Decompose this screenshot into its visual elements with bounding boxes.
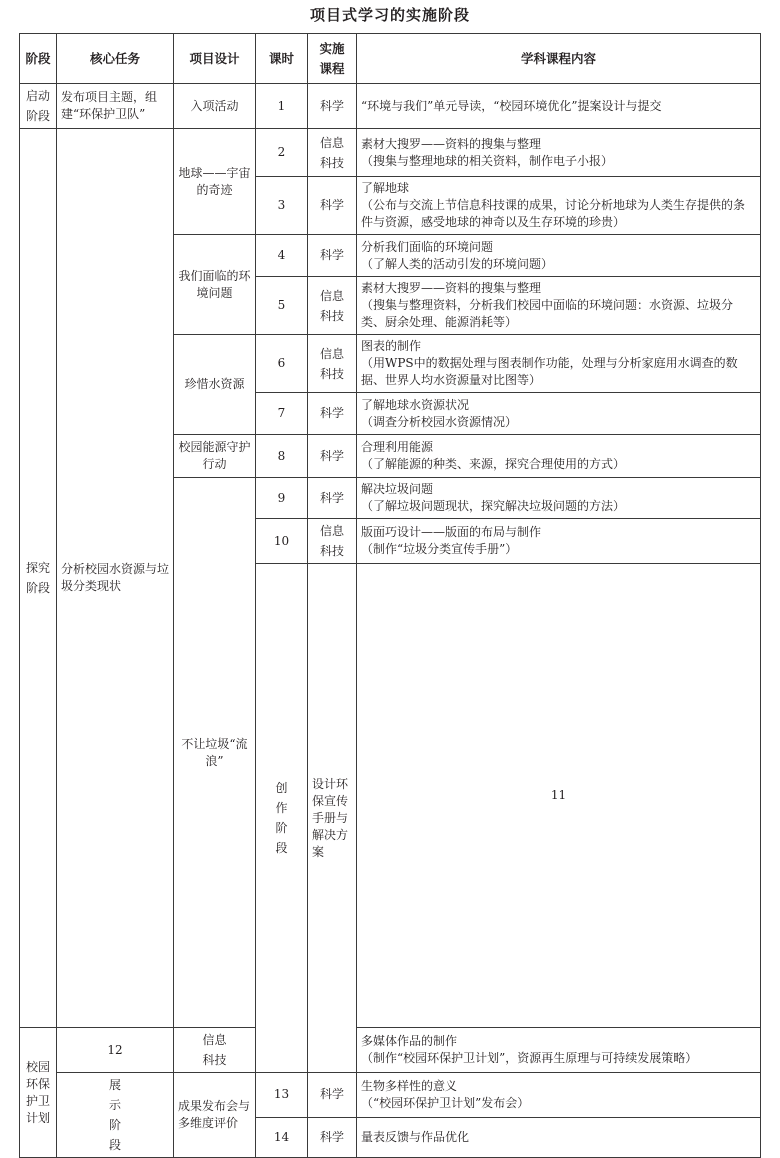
- period-cell: 2: [256, 129, 308, 177]
- period-cell: 5: [256, 277, 308, 335]
- stage-cell: 展示阶段: [57, 1073, 174, 1158]
- period-cell: 11: [357, 564, 761, 1028]
- content-detail: （搜集与整理地球的相关资料，制作电子小报）: [361, 153, 614, 168]
- header-design: 项目设计: [174, 34, 256, 84]
- page-title: 项目式学习的实施阶段: [309, 6, 470, 24]
- header-content: 学科课程内容: [357, 34, 761, 84]
- design-cell: 校园能源守护行动: [174, 435, 256, 478]
- course-cell: 信息科技: [308, 519, 357, 564]
- period-cell: 6: [256, 335, 308, 393]
- course-cell: 科学: [308, 393, 357, 435]
- course-cell: 信息科技: [308, 277, 357, 335]
- content-title: 素材大搜罗——资料的搜集与整理: [361, 281, 542, 295]
- content-cell: [357, 519, 761, 564]
- header-period: 课时: [256, 34, 308, 84]
- table-row: [20, 129, 761, 177]
- stages-table: [19, 33, 761, 1158]
- content-title: “环境与我们”单元导读，“校园环境优化”提案设计与提交: [361, 98, 662, 113]
- header-task: 核心任务: [57, 34, 174, 84]
- content-detail: （公布与交流上节信息科技课的成果，讨论分析地球为人类生存提供的条件与资源，感受地球的神奇以及生存环境的珍贵）: [361, 198, 746, 229]
- table-row: [20, 84, 761, 129]
- content-title: 量表反馈与作品优化: [361, 1129, 470, 1144]
- content-title: 素材大搜罗——资料的搜集与整理: [361, 136, 542, 151]
- design-cell: 入项活动: [174, 84, 256, 129]
- content-cell: [357, 129, 761, 177]
- content-detail: （了解垃圾问题现状，探究解决垃圾问题的方法）: [361, 499, 626, 513]
- course-cell: 科学: [308, 478, 357, 519]
- course-cell: 科学: [308, 435, 357, 478]
- content-cell: [357, 1028, 761, 1073]
- course-cell: 科学: [308, 84, 357, 129]
- period-cell: 4: [256, 235, 308, 277]
- table-row: [20, 1028, 761, 1073]
- course-cell: 信息科技: [174, 1028, 256, 1073]
- content-detail: （“校园环保护卫计划”发布会）: [361, 1095, 530, 1110]
- stage-cell: 启动阶段: [20, 84, 57, 129]
- course-cell: 科学: [308, 177, 357, 235]
- course-cell: 科学: [308, 235, 357, 277]
- task-cell: 设计环保宣传手册与解决方案: [308, 564, 357, 1073]
- content-title: 生物多样性的意义: [361, 1078, 458, 1093]
- content-detail: （用WPS中的数据处理与图表制作功能，处理与分析家庭用水调查的数据、世界人均水资源量对比图等）: [361, 356, 738, 387]
- period-cell: 13: [256, 1073, 308, 1118]
- content-title: 了解地球水资源状况: [361, 397, 470, 412]
- content-cell: [357, 177, 761, 235]
- content-title: 图表的制作: [361, 339, 422, 353]
- header-course: 实施课程: [308, 34, 357, 84]
- content-title: 版面巧设计——版面的布局与制作: [361, 525, 542, 539]
- content-cell: [357, 277, 761, 335]
- period-cell: 14: [256, 1117, 308, 1157]
- design-cell: 地球——宇宙的奇迹: [174, 129, 256, 235]
- content-detail: （了解人类的活动引发的环境问题）: [361, 256, 554, 271]
- content-detail: （搜集与整理资料，分析我们校园中面临的环境问题：水资源、垃圾分类、厨余处理、能源消耗等）: [361, 298, 734, 329]
- period-cell: 9: [256, 478, 308, 519]
- content-cell: [357, 435, 761, 478]
- period-cell: 12: [57, 1028, 174, 1073]
- design-cell: 校园环保护卫计划: [20, 1028, 57, 1158]
- header-stage: 阶段: [20, 34, 57, 84]
- course-cell: 科学: [308, 1117, 357, 1157]
- content-cell: [357, 335, 761, 393]
- period-cell: 10: [256, 519, 308, 564]
- content-detail: （制作“垃圾分类宣传手册”）: [361, 542, 518, 556]
- period-cell: 3: [256, 177, 308, 235]
- content-cell: [357, 1073, 761, 1118]
- content-cell: [357, 478, 761, 519]
- design-cell: 我们面临的环境问题: [174, 235, 256, 335]
- header-row: [20, 34, 761, 84]
- design-cell: 不让垃圾“流浪”: [174, 478, 256, 1028]
- course-cell: 信息科技: [308, 129, 357, 177]
- content-title: 分析我们面临的环境问题: [361, 239, 494, 254]
- stage-cell: 探究阶段: [20, 129, 57, 1028]
- stage-cell: 创作阶段: [256, 564, 308, 1073]
- content-title: 多媒体作品的制作: [361, 1034, 458, 1048]
- period-cell: 7: [256, 393, 308, 435]
- content-cell: [357, 235, 761, 277]
- content-cell: [357, 1117, 761, 1157]
- content-title: 了解地球: [361, 181, 410, 195]
- task-cell: 分析校园水资源与垃圾分类现状: [57, 129, 174, 1028]
- course-cell: 科学: [308, 1073, 357, 1118]
- period-cell: 1: [256, 84, 308, 129]
- content-cell: [357, 393, 761, 435]
- task-cell: 发布项目主题，组建“环保护卫队”: [57, 84, 174, 129]
- content-title: 合理利用能源: [361, 440, 434, 454]
- task-cell: 成果发布会与多维度评价: [174, 1073, 256, 1158]
- content-cell: [357, 84, 761, 129]
- design-cell: 珍惜水资源: [174, 335, 256, 435]
- content-detail: （制作“校园环保护卫计划”，资源再生原理与可持续发展策略）: [361, 1051, 698, 1065]
- course-cell: 信息科技: [308, 335, 357, 393]
- period-cell: 8: [256, 435, 308, 478]
- content-title: 解决垃圾问题: [361, 482, 434, 496]
- content-detail: （了解能源的种类、来源，探究合理使用的方式）: [361, 457, 626, 471]
- table-row: [20, 1073, 761, 1118]
- content-detail: （调查分析校园水资源情况）: [361, 414, 518, 429]
